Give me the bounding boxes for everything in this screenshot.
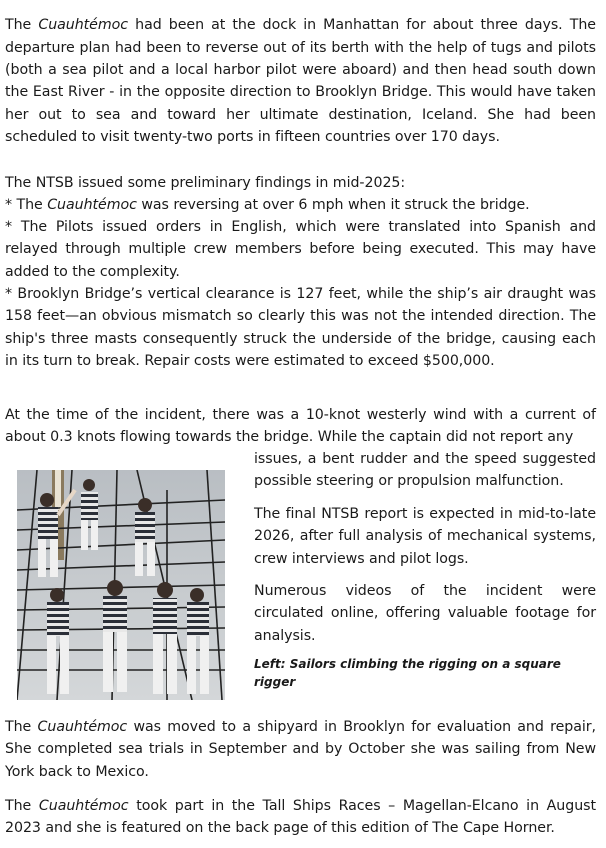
intro-paragraph — [5, 14, 596, 148]
text-run: The — [5, 798, 39, 814]
text-run: The — [5, 719, 38, 735]
finding-language: * The Pilots issued orders in English, which were translated into Spanish and relayed through multiple crew members before being executed. This may have added to the complexity. — [5, 219, 596, 280]
tall-ships-paragraph — [5, 795, 596, 840]
text-run: was reversing at over 6 mph when it struck the bridge. — [136, 197, 530, 213]
repair-paragraph — [5, 716, 596, 783]
text-run: The — [5, 17, 39, 34]
ship-name: Cuauhtémoc — [38, 17, 129, 34]
finding-clearance: * Brooklyn Bridge’s vertical clearance is 127 feet, while the ship’s air draught was 158 feet—an obvious mismatch so clearly this was not the intended direction. The ship's three masts consequently struck the underside of the bridge, causing each in its turn to break. Repair costs were estimated to exceed $500,000. — [5, 286, 596, 370]
ship-name: Cuauhtémoc — [47, 197, 137, 213]
text-run: took part in the Tall Ships Races – Magellan-Elcano in August 2023 and she is featured on the back page of this edition of The Cape Horner. — [5, 798, 596, 837]
conditions-paragraph-continued: issues, a bent rudder and the speed suggested possible steering or propulsion malfunction. — [254, 451, 596, 490]
rigging-photo — [17, 470, 225, 700]
ship-name: Cuauhtémoc — [38, 798, 129, 814]
final-report-paragraph: The final NTSB report is expected in mid-to-late 2026, after full analysis of mechanical systems, crew interviews and pilot logs. — [254, 506, 596, 567]
findings-intro: The NTSB issued some preliminary findings in mid-2025: — [5, 175, 406, 191]
videos-paragraph: Numerous videos of the incident were circulated online, offering valuable footage for analysis. — [254, 583, 596, 644]
conditions-paragraph: At the time of the incident, there was a 10-knot westerly wind with a current of about 0.3 knots flowing towards the bridge. While the captain did not report any — [5, 407, 596, 446]
text-run: was moved to a shipyard in Brooklyn for evaluation and repair, She completed sea trials in September and by October she was sailing from New York back to Mexico. — [5, 719, 596, 780]
finding-speed — [5, 194, 596, 216]
text-run: had been at the dock in Manhattan for about three days. The departure plan had been to reverse out of its berth with the help of tugs and pilots (both a sea pilot and a local harbor pilot were aboard) and then head south down the East River - in the opposite direction to Brooklyn Bridge. This would have taken her out to sea and toward her ultimate destination, Iceland. She had been scheduled to visit twenty-two ports in fifteen countries over 170 days. — [5, 17, 596, 146]
text-run: * The — [5, 197, 48, 213]
sailors-rigging-illustration — [17, 470, 225, 700]
ship-name: Cuauhtémoc — [37, 719, 128, 735]
photo-caption: Left: Sailors climbing the rigging on a square rigger — [254, 657, 561, 689]
